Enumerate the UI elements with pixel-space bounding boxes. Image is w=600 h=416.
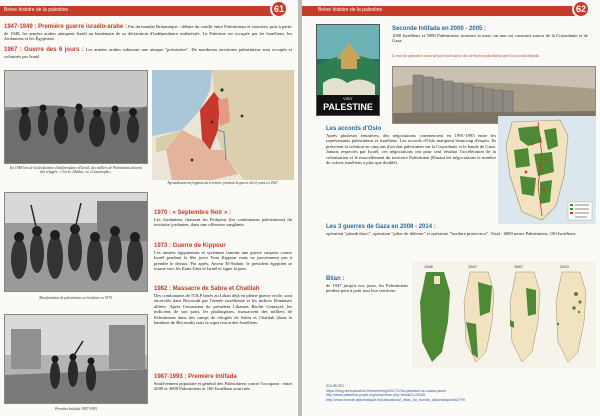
photo-intifada — [4, 314, 148, 404]
section-1948-text: Fin du mandat Britannique : débute du conflit entre Palestiniens et sionistes, puis à partir de 1948, les armées arabes attaquent Israël au lendemain de sa déclaration d'indépendance unilatérale. La Palestine est occupée par les Israéliens, les Jordaniens et les Égyptiens. — [4, 24, 292, 42]
section-1967 — [4, 47, 292, 59]
section-oslo-heading: Les accords d'Oslo — [326, 126, 382, 132]
section-2000-heading: Seconde Intifada en 2000 - 2005 : — [392, 26, 487, 32]
map-west-bank-gaza — [498, 116, 596, 224]
section-1973-text: Les armées égyptiennes et syriennes lancent une guerre surprise contre Israël pendant la fête juive Yom Kippour mais ne parviennent pas à prendre le dessus. Par après, Anwar El-Sadate, le président égyptien se tourne vers les Etats-Unis et Israël et signe la paix. — [154, 250, 292, 272]
section-1982 — [154, 286, 292, 325]
section-1970 — [154, 210, 292, 228]
section-gaza-wars — [326, 224, 592, 236]
section-bilan-text: de 1947 jusqu'à nos jours, les Palestiniens perdent petit à petit tout leur territoire. — [326, 283, 408, 294]
section-1987 — [154, 374, 292, 392]
map-year-3: 1967 — [514, 264, 523, 269]
section-gaza-text: opération "plomb durci", opération "pilier de défense" et opération "bordure protectrice". Total : 6000 morts Palestiniens, 100 Israéliens. — [326, 231, 577, 236]
poster-title: PALESTINE — [323, 102, 373, 112]
source-link-1[interactable]: https://blog.revenplusloin.fr/hearn/blog/2017/12/la-palestine-au-casse-jaune — [326, 388, 447, 393]
photo-jordan-caption: Manifestation de palestiniens en Jordanie en 1970. — [39, 296, 113, 300]
section-1973 — [154, 243, 292, 272]
section-1967-text: Les armées arabes subissent une attaque "préventive". De nombreux territoires palestiniens sont occupés et colonisés par Israël. — [4, 47, 292, 59]
source-link-2[interactable]: http://www.palestine-projet.org/view/news.php?newsID=19045 — [326, 393, 425, 397]
page-number: 62 — [572, 0, 590, 18]
header-title: Brève histoire de la palestine — [4, 7, 69, 13]
right-page — [302, 0, 600, 416]
map-year-4: 2010 — [560, 264, 569, 269]
section-1970-heading: 1970 : « Septembre Noir » : — [154, 210, 232, 216]
sources-block — [326, 384, 596, 402]
section-1982-text: Des combattants de l'OLP basés au Liban déjà en pleine guerre civile, sont encerclés dans Beyrouth par l'armée israélienne et les milices libanaises alliées. Après l'assassinat du président Libanais Bachir Gemayel, les miliciens de son parti, les phalangistes, massacrent des milliers de Palestiniens dans des camps de réfugiés de Sabra et Chatilah (dans la banlieue de Beyrouth) sous la supervision des Israéliens. — [154, 293, 292, 326]
sources-label: SOURCES : — [326, 384, 346, 388]
section-1987-heading: 1987-1993 : Première Intifada — [154, 374, 237, 380]
section-2000-text: 1000 Israéliens et 5000 Palestiniens trouvent la mort, un mur est construit autour de la Cisjordanie et de Gaza. — [392, 33, 588, 44]
source-link-3[interactable]: http://www.monde-diplomatique.fr/publications/l_atlas_du_monde_diplomatique/a52799 — [326, 397, 466, 402]
wall-caption: Le mur de séparation construit par Israël autour des territoires palestiniens après la seconde Intifada. — [392, 54, 540, 58]
section-bilan — [326, 276, 408, 294]
section-1948-heading: 1947-1949 : Première guerre israélo-arabe : — [4, 24, 127, 30]
section-oslo — [326, 126, 496, 165]
photo-nakba-caption: En 1948 lors de la déclaration d'indépendance d'Israël, des milliers de Palestiniens doivent des réfugiés : c'est la «Nakba» ou «Catastrophe». — [10, 166, 142, 175]
map-year-2: 1947 — [468, 264, 477, 269]
map-1967-caption: Agrandissement frappant du territoire pendant la guerre des 6 jours en 1967. — [167, 181, 279, 185]
map-1967 — [152, 70, 294, 180]
page-header — [302, 0, 600, 18]
section-1948 — [4, 24, 292, 42]
poster-small-text: VISIT — [342, 96, 353, 101]
section-1970-text: Les Jordaniens chassent les Fedayins (les combattants palestiniens) du territoire jordanien, dans une offensive sanglante. — [154, 217, 292, 228]
section-1973-heading: 1973 : Guerre de Kippour — [154, 243, 226, 249]
section-gaza-heading: Les 3 guerres de Gaza en 2008 - 2014 : — [326, 224, 436, 230]
photo-intifada-caption: Première Intifada 1987-1993 — [55, 407, 97, 411]
header-title: Brève histoire de la palestine — [318, 7, 383, 13]
photo-nakba — [4, 70, 148, 164]
map-year-1: 1946 — [424, 264, 433, 269]
section-bilan-heading: Bilan : — [326, 276, 345, 282]
page-number: 61 — [270, 0, 288, 18]
section-1967-heading: 1967 : Guerre des 6 jours : — [4, 47, 84, 53]
left-page — [0, 0, 298, 416]
section-2000 — [392, 26, 588, 44]
page-header — [0, 0, 298, 18]
map-land-loss — [412, 262, 596, 368]
section-oslo-text: Après plusieurs tentatives, des négociations commencent en 1991-1993 entre les représentants palestiniens et israéliens. Les accords d'Oslo marquent beaucoup d'espoir. Ils prévoient la création en cinq ans d'un état palestinien sur la Cisjordanie et la bande de Gaza. Jamais respectés par Israël, ces négociations ont pour seul résultat l'accélération de la colonisation et le morcellement du territoire Palestinien (Durant les négociations le nombre de colons israéliens a plus que doublé). — [326, 133, 496, 166]
visit-palestine-poster — [316, 24, 380, 116]
photo-jordan-1970 — [4, 192, 148, 292]
section-1982-heading: 1982 : Massacre de Sabra et Chatilah — [154, 286, 260, 292]
section-1987-text: Soulèvement populaire et général des Palestiniens contre l'occupant : entre 2000 et 3000 Palestiniens et 160 Israéliens sont tués. — [154, 381, 292, 392]
